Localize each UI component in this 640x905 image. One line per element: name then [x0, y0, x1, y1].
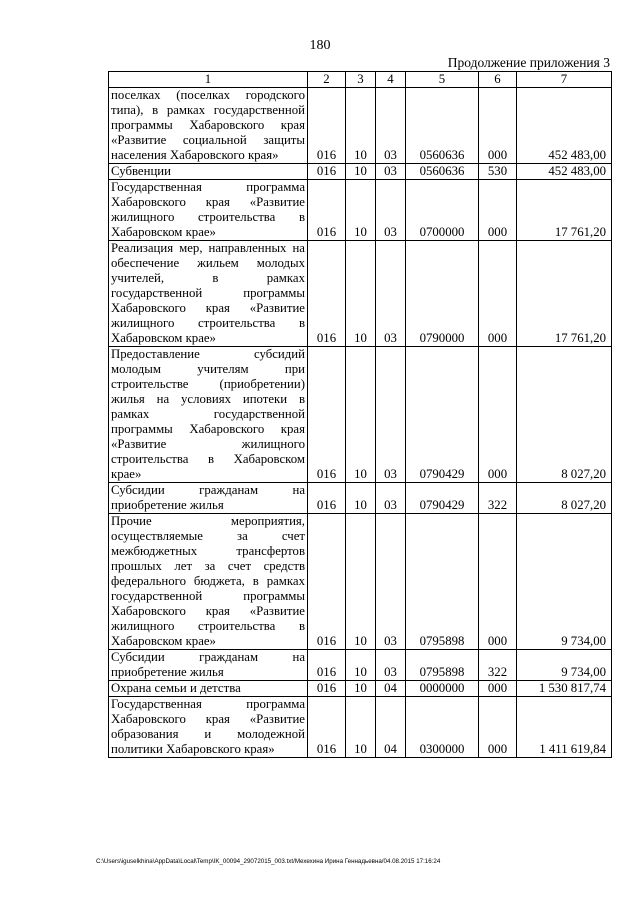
section-code: 10: [346, 681, 376, 697]
ministry-code: 016: [308, 347, 346, 483]
amount: 1 530 817,74: [517, 681, 612, 697]
subsection-code: 03: [376, 88, 406, 164]
file-path-footer: C:\Users\iguselkhina\AppData\Local\Temp\IK_00094_29072015_003.txt/Мехехина Ирина Геннадьевна/04.08.2015 17:16:24: [96, 858, 441, 865]
amount: 9 734,00: [517, 514, 612, 650]
table-row: [109, 483, 612, 514]
ministry-code: 016: [308, 514, 346, 650]
table-row: [109, 650, 612, 681]
expense-type-code: 000: [479, 347, 517, 483]
amount: 452 483,00: [517, 88, 612, 164]
section-code: 10: [346, 697, 376, 758]
column-header: 1: [109, 72, 308, 88]
subsection-code: 04: [376, 681, 406, 697]
table-row: [109, 180, 612, 241]
target-code: 0795898: [406, 514, 479, 650]
section-code: 10: [346, 483, 376, 514]
subsection-code: 03: [376, 650, 406, 681]
section-code: 10: [346, 180, 376, 241]
section-code: 10: [346, 514, 376, 650]
ministry-code: 016: [308, 483, 346, 514]
target-code: 0790429: [406, 483, 479, 514]
expense-type-code: 000: [479, 88, 517, 164]
continuation-caption: Продолжение приложения 3: [447, 55, 610, 70]
target-code: 0790429: [406, 347, 479, 483]
amount: 17 761,20: [517, 241, 612, 347]
subsection-code: 03: [376, 514, 406, 650]
table-row: [109, 88, 612, 164]
row-name: Предоставление субсидий молодым учителям при строительстве (приобретении) жилья на условиях ипотеки в рамках государственной программы Хабаровского края «Развитие жилищного строительства в Хабаровском крае»: [109, 347, 308, 483]
table-row: [109, 241, 612, 347]
ministry-code: 016: [308, 681, 346, 697]
expense-type-code: 000: [479, 180, 517, 241]
subsection-code: 03: [376, 483, 406, 514]
ministry-code: 016: [308, 88, 346, 164]
amount: 1 411 619,84: [517, 697, 612, 758]
row-name: Субсидии гражданам на приобретение жилья: [109, 483, 308, 514]
target-code: 0300000: [406, 697, 479, 758]
target-code: 0000000: [406, 681, 479, 697]
table-row: [109, 514, 612, 650]
expense-type-code: 530: [479, 164, 517, 180]
column-header: 7: [517, 72, 612, 88]
expense-type-code: 000: [479, 514, 517, 650]
ministry-code: 016: [308, 650, 346, 681]
table-row: [109, 697, 612, 758]
table-row: [109, 681, 612, 697]
column-header: 6: [479, 72, 517, 88]
expense-type-code: 000: [479, 697, 517, 758]
subsection-code: 03: [376, 164, 406, 180]
target-code: 0790000: [406, 241, 479, 347]
expense-type-code: 000: [479, 241, 517, 347]
table-header-row: [109, 72, 612, 88]
column-header: 2: [308, 72, 346, 88]
section-code: 10: [346, 164, 376, 180]
expense-type-code: 322: [479, 483, 517, 514]
column-header: 5: [406, 72, 479, 88]
row-name: Государственная программа Хабаровского края «Развитие образования и молодежной политики Хабаровского края»: [109, 697, 308, 758]
amount: 17 761,20: [517, 180, 612, 241]
column-header: 4: [376, 72, 406, 88]
section-code: 10: [346, 241, 376, 347]
subsection-code: 03: [376, 241, 406, 347]
ministry-code: 016: [308, 241, 346, 347]
subsection-code: 03: [376, 180, 406, 241]
target-code: 0560636: [406, 88, 479, 164]
target-code: 0795898: [406, 650, 479, 681]
row-name: поселках (поселках городского типа), в рамках государственной программы Хабаровского края «Развитие социальной защиты населения Хабаровского края»: [109, 88, 308, 164]
subsection-code: 03: [376, 347, 406, 483]
expense-type-code: 000: [479, 681, 517, 697]
ministry-code: 016: [308, 697, 346, 758]
budget-table: [108, 71, 612, 758]
table-row: [109, 347, 612, 483]
section-code: 10: [346, 88, 376, 164]
amount: 9 734,00: [517, 650, 612, 681]
section-code: 10: [346, 347, 376, 483]
target-code: 0700000: [406, 180, 479, 241]
row-name: Субвенции: [109, 164, 308, 180]
page-number: 180: [309, 38, 331, 53]
column-header: 3: [346, 72, 376, 88]
row-name: Реализация мер, направленных на обеспечение жильем молодых учителей, в рамках государственной программы Хабаровского края «Развитие жилищного строительства в Хабаровском крае»: [109, 241, 308, 347]
row-name: Государственная программа Хабаровского края «Развитие жилищного строительства в Хабаровском крае»: [109, 180, 308, 241]
ministry-code: 016: [308, 180, 346, 241]
row-name: Охрана семьи и детства: [109, 681, 308, 697]
row-name: Прочие мероприятия, осуществляемые за счет межбюджетных трансфертов прошлых лет за счет средств федерального бюджета, в рамках государственной программы Хабаровского края «Развитие жилищного строительства в Хабаровском крае»: [109, 514, 308, 650]
amount: 8 027,20: [517, 483, 612, 514]
ministry-code: 016: [308, 164, 346, 180]
target-code: 0560636: [406, 164, 479, 180]
section-code: 10: [346, 650, 376, 681]
subsection-code: 04: [376, 697, 406, 758]
amount: 8 027,20: [517, 347, 612, 483]
expense-type-code: 322: [479, 650, 517, 681]
table-row: [109, 164, 612, 180]
amount: 452 483,00: [517, 164, 612, 180]
row-name: Субсидии гражданам на приобретение жилья: [109, 650, 308, 681]
